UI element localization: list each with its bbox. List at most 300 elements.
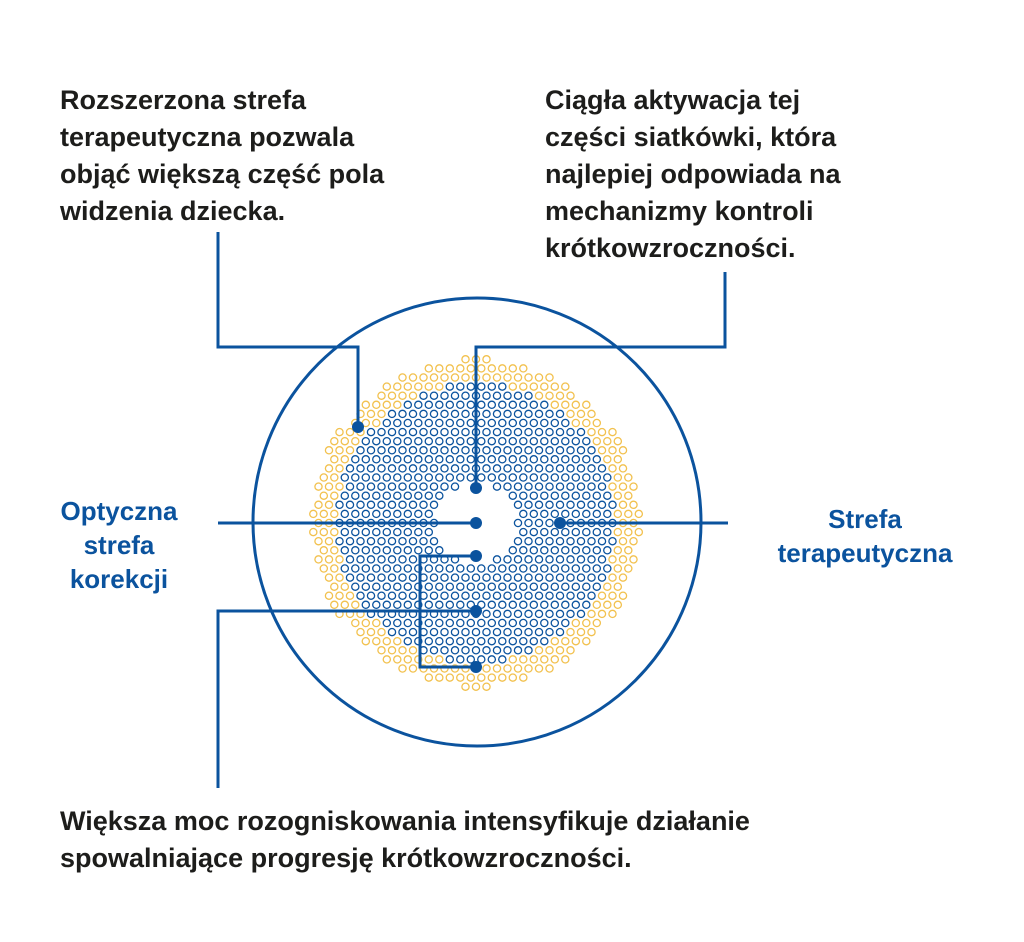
note-line: najlepiej odpowiada na	[545, 159, 841, 189]
blue-microlens-ring	[488, 419, 495, 426]
yellow-microlens-ring	[483, 665, 490, 672]
yellow-microlens-ring	[409, 647, 416, 654]
blue-microlens-ring	[446, 383, 453, 390]
blue-microlens-ring	[341, 492, 348, 499]
blue-microlens-ring	[493, 610, 500, 617]
blue-microlens-ring	[436, 638, 443, 645]
blue-microlens-ring	[567, 538, 574, 545]
yellow-microlens-ring	[331, 438, 338, 445]
blue-microlens-ring	[399, 429, 406, 436]
note-line: mechanizmy kontroli	[545, 196, 814, 226]
yellow-microlens-ring	[315, 501, 322, 508]
yellow-microlens-ring	[457, 674, 464, 681]
blue-microlens-ring	[415, 510, 422, 517]
blue-microlens-ring	[509, 619, 516, 626]
blue-microlens-ring	[394, 601, 401, 608]
blue-microlens-ring	[425, 547, 432, 554]
blue-microlens-ring	[572, 438, 579, 445]
blue-microlens-ring	[509, 474, 516, 481]
yellow-microlens-ring	[325, 501, 332, 508]
yellow-microlens-ring	[530, 383, 537, 390]
blue-microlens-ring	[457, 401, 464, 408]
yellow-microlens-ring	[488, 365, 495, 372]
blue-microlens-ring	[546, 538, 553, 545]
blue-microlens-ring	[404, 529, 411, 536]
blue-microlens-ring	[399, 574, 406, 581]
blue-microlens-ring	[388, 592, 395, 599]
blue-microlens-ring	[583, 456, 590, 463]
blue-microlens-ring	[577, 592, 584, 599]
blue-microlens-ring	[567, 483, 574, 490]
yellow-microlens-ring	[409, 665, 416, 672]
blue-microlens-ring	[499, 583, 506, 590]
yellow-microlens-ring	[546, 647, 553, 654]
yellow-microlens-ring	[446, 365, 453, 372]
yellow-microlens-ring	[325, 538, 332, 545]
therapeutic-zone-label	[740, 502, 990, 570]
blue-microlens-ring	[525, 410, 532, 417]
blue-microlens-ring	[530, 529, 537, 536]
blue-microlens-ring	[467, 438, 474, 445]
blue-microlens-ring	[467, 583, 474, 590]
blue-microlens-ring	[357, 501, 364, 508]
yellow-microlens-ring	[619, 447, 626, 454]
yellow-microlens-ring	[341, 438, 348, 445]
blue-microlens-ring	[504, 429, 511, 436]
yellow-microlens-ring	[619, 538, 626, 545]
blue-microlens-ring	[493, 465, 500, 472]
blue-microlens-ring	[441, 392, 448, 399]
blue-microlens-ring	[598, 574, 605, 581]
blue-microlens-ring	[467, 638, 474, 645]
blue-microlens-ring	[577, 501, 584, 508]
blue-microlens-ring	[457, 383, 464, 390]
yellow-microlens-ring	[388, 647, 395, 654]
blue-microlens-ring	[551, 474, 558, 481]
yellow-microlens-ring	[478, 674, 485, 681]
blue-microlens-ring	[530, 401, 537, 408]
blue-microlens-ring	[378, 483, 385, 490]
blue-microlens-ring	[493, 392, 500, 399]
blue-microlens-ring	[425, 438, 432, 445]
blue-microlens-ring	[530, 456, 537, 463]
yellow-microlens-ring	[320, 547, 327, 554]
blue-microlens-ring	[399, 447, 406, 454]
blue-microlens-ring	[362, 438, 369, 445]
blue-microlens-ring	[388, 410, 395, 417]
yellow-microlens-ring	[572, 638, 579, 645]
yellow-microlens-ring	[562, 383, 569, 390]
blue-microlens-ring	[394, 547, 401, 554]
yellow-microlens-ring	[577, 410, 584, 417]
blue-microlens-ring	[525, 592, 532, 599]
yellow-microlens-ring	[493, 665, 500, 672]
yellow-microlens-ring	[546, 392, 553, 399]
blue-microlens-ring	[373, 456, 380, 463]
yellow-microlens-ring	[619, 574, 626, 581]
blue-microlens-ring	[409, 538, 416, 545]
blue-microlens-ring	[514, 410, 521, 417]
blue-microlens-ring	[488, 583, 495, 590]
blue-microlens-ring	[357, 592, 364, 599]
yellow-microlens-ring	[462, 356, 469, 363]
blue-microlens-ring	[430, 629, 437, 636]
yellow-microlens-ring	[588, 410, 595, 417]
blue-microlens-ring	[446, 583, 453, 590]
blue-microlens-ring	[430, 447, 437, 454]
blue-microlens-ring	[509, 547, 516, 554]
blue-microlens-ring	[577, 574, 584, 581]
blue-microlens-ring	[551, 565, 558, 572]
blue-microlens-ring	[420, 501, 427, 508]
yellow-microlens-ring	[488, 674, 495, 681]
yellow-microlens-ring	[441, 374, 448, 381]
yellow-microlens-ring	[614, 438, 621, 445]
blue-microlens-ring	[388, 574, 395, 581]
blue-microlens-ring	[530, 419, 537, 426]
blue-microlens-ring	[388, 629, 395, 636]
blue-microlens-ring	[441, 647, 448, 654]
blue-microlens-ring	[404, 583, 411, 590]
blue-microlens-ring	[409, 501, 416, 508]
yellow-microlens-ring	[525, 374, 532, 381]
note-line: objąć większą część pola	[60, 159, 385, 189]
note-line: widzenia dziecka.	[60, 196, 286, 226]
blue-microlens-ring	[525, 647, 532, 654]
blue-microlens-ring	[430, 538, 437, 545]
blue-microlens-ring	[409, 629, 416, 636]
blue-microlens-ring	[572, 565, 579, 572]
blue-microlens-ring	[488, 601, 495, 608]
yellow-microlens-ring	[609, 574, 616, 581]
blue-microlens-ring	[493, 447, 500, 454]
yellow-microlens-ring	[499, 365, 506, 372]
blue-microlens-ring	[399, 410, 406, 417]
blue-microlens-ring	[399, 501, 406, 508]
blue-microlens-ring	[367, 483, 374, 490]
note-line: spowalniające progresję krótkowzroczności.	[60, 843, 632, 873]
blue-microlens-ring	[541, 601, 548, 608]
yellow-microlens-ring	[514, 665, 521, 672]
blue-microlens-ring	[472, 629, 479, 636]
blue-microlens-ring	[530, 565, 537, 572]
blue-microlens-ring	[535, 501, 542, 508]
blue-microlens-ring	[562, 419, 569, 426]
blue-microlens-ring	[583, 565, 590, 572]
blue-microlens-ring	[541, 401, 548, 408]
blue-microlens-ring	[577, 429, 584, 436]
blue-microlens-ring	[451, 410, 458, 417]
blue-microlens-ring	[567, 610, 574, 617]
blue-microlens-ring	[567, 556, 574, 563]
yellow-microlens-ring	[609, 465, 616, 472]
yellow-microlens-ring	[320, 492, 327, 499]
yellow-microlens-ring	[583, 401, 590, 408]
yellow-microlens-ring	[625, 565, 632, 572]
yellow-microlens-ring	[325, 556, 332, 563]
blue-microlens-ring	[441, 410, 448, 417]
blue-microlens-ring	[420, 410, 427, 417]
blue-microlens-ring	[383, 619, 390, 626]
blue-microlens-ring	[514, 519, 521, 526]
blue-microlens-ring	[462, 629, 469, 636]
note-line: części siatkówki, która	[545, 122, 837, 152]
blue-microlens-ring	[346, 465, 353, 472]
blue-microlens-ring	[425, 529, 432, 536]
blue-microlens-ring	[509, 601, 516, 608]
blue-microlens-ring	[530, 474, 537, 481]
blue-microlens-ring	[556, 410, 563, 417]
blue-microlens-ring	[520, 583, 527, 590]
blue-microlens-ring	[415, 474, 422, 481]
yellow-microlens-ring	[630, 483, 637, 490]
blue-microlens-ring	[457, 583, 464, 590]
note-line: Większa moc rozogniskowania intensyfikuje działanie	[60, 806, 750, 836]
yellow-microlens-ring	[336, 447, 343, 454]
blue-microlens-ring	[415, 401, 422, 408]
blue-microlens-ring	[388, 447, 395, 454]
blue-microlens-ring	[394, 510, 401, 517]
marker-dot	[470, 605, 482, 617]
blue-microlens-ring	[425, 419, 432, 426]
yellow-microlens-ring	[336, 592, 343, 599]
yellow-microlens-ring	[331, 583, 338, 590]
blue-microlens-ring	[404, 547, 411, 554]
blue-microlens-ring	[493, 429, 500, 436]
blue-microlens-ring	[588, 465, 595, 472]
blue-microlens-ring	[551, 492, 558, 499]
blue-microlens-ring	[504, 556, 511, 563]
blue-microlens-ring	[404, 438, 411, 445]
yellow-microlens-ring	[315, 556, 322, 563]
blue-microlens-ring	[572, 510, 579, 517]
blue-microlens-ring	[541, 492, 548, 499]
blue-microlens-ring	[535, 429, 542, 436]
yellow-microlens-ring	[541, 383, 548, 390]
blue-microlens-ring	[367, 465, 374, 472]
yellow-microlens-ring	[551, 383, 558, 390]
blue-microlens-ring	[588, 574, 595, 581]
yellow-microlens-ring	[588, 629, 595, 636]
blue-microlens-ring	[488, 401, 495, 408]
yellow-microlens-ring	[341, 456, 348, 463]
blue-microlens-ring	[535, 410, 542, 417]
blue-microlens-ring	[562, 510, 569, 517]
blue-microlens-ring	[514, 483, 521, 490]
blue-microlens-ring	[488, 638, 495, 645]
yellow-microlens-ring	[556, 392, 563, 399]
blue-microlens-ring	[462, 647, 469, 654]
blue-microlens-ring	[525, 483, 532, 490]
blue-microlens-ring	[598, 465, 605, 472]
yellow-microlens-ring	[373, 638, 380, 645]
blue-microlens-ring	[467, 383, 474, 390]
yellow-microlens-ring	[425, 674, 432, 681]
blue-microlens-ring	[457, 656, 464, 663]
blue-microlens-ring	[404, 492, 411, 499]
blue-microlens-ring	[441, 429, 448, 436]
blue-microlens-ring	[499, 601, 506, 608]
blue-microlens-ring	[394, 583, 401, 590]
blue-microlens-ring	[488, 438, 495, 445]
yellow-microlens-ring	[325, 465, 332, 472]
yellow-microlens-ring	[572, 419, 579, 426]
blue-microlens-ring	[546, 610, 553, 617]
yellow-microlens-ring	[619, 483, 626, 490]
yellow-microlens-ring	[562, 638, 569, 645]
blue-microlens-ring	[352, 510, 359, 517]
blue-microlens-ring	[383, 510, 390, 517]
blue-microlens-ring	[441, 465, 448, 472]
yellow-microlens-ring	[362, 638, 369, 645]
yellow-microlens-ring	[551, 638, 558, 645]
blue-microlens-ring	[556, 592, 563, 599]
yellow-microlens-ring	[504, 374, 511, 381]
blue-microlens-ring	[336, 538, 343, 545]
blue-microlens-ring	[404, 638, 411, 645]
blue-microlens-ring	[520, 619, 527, 626]
blue-microlens-ring	[499, 438, 506, 445]
blue-microlens-ring	[562, 565, 569, 572]
blue-microlens-ring	[415, 547, 422, 554]
blue-microlens-ring	[546, 629, 553, 636]
yellow-microlens-ring	[535, 374, 542, 381]
blue-microlens-ring	[583, 547, 590, 554]
blue-microlens-ring	[535, 610, 542, 617]
blue-microlens-ring	[483, 465, 490, 472]
blue-microlens-ring	[425, 401, 432, 408]
yellow-microlens-ring	[567, 629, 574, 636]
yellow-microlens-ring	[525, 665, 532, 672]
yellow-microlens-ring	[472, 683, 479, 690]
blue-microlens-ring	[598, 501, 605, 508]
blue-microlens-ring	[404, 510, 411, 517]
blue-microlens-ring	[530, 492, 537, 499]
blue-microlens-ring	[388, 556, 395, 563]
blue-microlens-ring	[451, 629, 458, 636]
yellow-microlens-ring	[325, 483, 332, 490]
yellow-microlens-ring	[614, 547, 621, 554]
blue-microlens-ring	[535, 629, 542, 636]
yellow-microlens-ring	[619, 465, 626, 472]
yellow-microlens-ring	[572, 401, 579, 408]
blue-microlens-ring	[430, 465, 437, 472]
blue-microlens-ring	[609, 501, 616, 508]
blue-microlens-ring	[436, 601, 443, 608]
blue-microlens-ring	[373, 438, 380, 445]
yellow-microlens-ring	[625, 547, 632, 554]
blue-microlens-ring	[588, 538, 595, 545]
yellow-microlens-ring	[509, 365, 516, 372]
blue-microlens-ring	[352, 456, 359, 463]
blue-microlens-ring	[493, 592, 500, 599]
blue-microlens-ring	[525, 519, 532, 526]
label-line: Strefa	[828, 504, 902, 534]
blue-microlens-ring	[504, 592, 511, 599]
yellow-microlens-ring	[630, 538, 637, 545]
yellow-microlens-ring	[541, 656, 548, 663]
blue-microlens-ring	[588, 501, 595, 508]
blue-microlens-ring	[352, 474, 359, 481]
yellow-microlens-ring	[609, 429, 616, 436]
blue-microlens-ring	[378, 538, 385, 545]
yellow-microlens-ring	[336, 556, 343, 563]
yellow-microlens-ring	[383, 656, 390, 663]
blue-microlens-ring	[362, 510, 369, 517]
blue-microlens-ring	[546, 501, 553, 508]
blue-microlens-ring	[341, 474, 348, 481]
yellow-microlens-ring	[546, 665, 553, 672]
blue-microlens-ring	[383, 492, 390, 499]
blue-microlens-ring	[556, 465, 563, 472]
blue-microlens-ring	[472, 574, 479, 581]
yellow-microlens-ring	[352, 619, 359, 626]
blue-microlens-ring	[541, 565, 548, 572]
yellow-microlens-ring	[583, 419, 590, 426]
blue-microlens-ring	[425, 565, 432, 572]
optical-correction-zone-label	[38, 494, 200, 596]
blue-microlens-ring	[346, 501, 353, 508]
blue-microlens-ring	[588, 556, 595, 563]
blue-microlens-ring	[409, 592, 416, 599]
yellow-microlens-ring	[467, 365, 474, 372]
blue-microlens-ring	[425, 492, 432, 499]
yellow-microlens-ring	[535, 392, 542, 399]
blue-microlens-ring	[430, 429, 437, 436]
blue-microlens-ring	[436, 401, 443, 408]
blue-microlens-ring	[551, 456, 558, 463]
yellow-microlens-ring	[436, 365, 443, 372]
blue-microlens-ring	[504, 610, 511, 617]
yellow-microlens-ring	[346, 447, 353, 454]
blue-microlens-ring	[420, 465, 427, 472]
yellow-microlens-ring	[630, 501, 637, 508]
blue-microlens-ring	[467, 401, 474, 408]
yellow-microlens-ring	[535, 647, 542, 654]
blue-microlens-ring	[514, 429, 521, 436]
blue-microlens-ring	[362, 565, 369, 572]
blue-microlens-ring	[436, 547, 443, 554]
yellow-microlens-ring	[331, 474, 338, 481]
yellow-microlens-ring	[535, 665, 542, 672]
blue-microlens-ring	[583, 474, 590, 481]
blue-microlens-ring	[378, 574, 385, 581]
blue-microlens-ring	[404, 401, 411, 408]
blue-microlens-ring	[430, 574, 437, 581]
yellow-microlens-ring	[383, 638, 390, 645]
blue-microlens-ring	[535, 465, 542, 472]
blue-microlens-ring	[546, 592, 553, 599]
blue-microlens-ring	[357, 574, 364, 581]
yellow-microlens-ring	[593, 619, 600, 626]
blue-microlens-ring	[383, 419, 390, 426]
blue-microlens-ring	[451, 447, 458, 454]
blue-microlens-ring	[420, 538, 427, 545]
blue-microlens-ring	[493, 410, 500, 417]
blue-microlens-ring	[588, 592, 595, 599]
blue-microlens-ring	[462, 574, 469, 581]
blue-microlens-ring	[378, 501, 385, 508]
blue-microlens-ring	[425, 510, 432, 517]
blue-microlens-ring	[478, 419, 485, 426]
blue-microlens-ring	[520, 638, 527, 645]
yellow-microlens-ring	[457, 365, 464, 372]
yellow-microlens-ring	[325, 574, 332, 581]
marker-dot	[554, 517, 566, 529]
yellow-microlens-ring	[614, 601, 621, 608]
yellow-microlens-ring	[325, 447, 332, 454]
yellow-microlens-ring	[499, 674, 506, 681]
